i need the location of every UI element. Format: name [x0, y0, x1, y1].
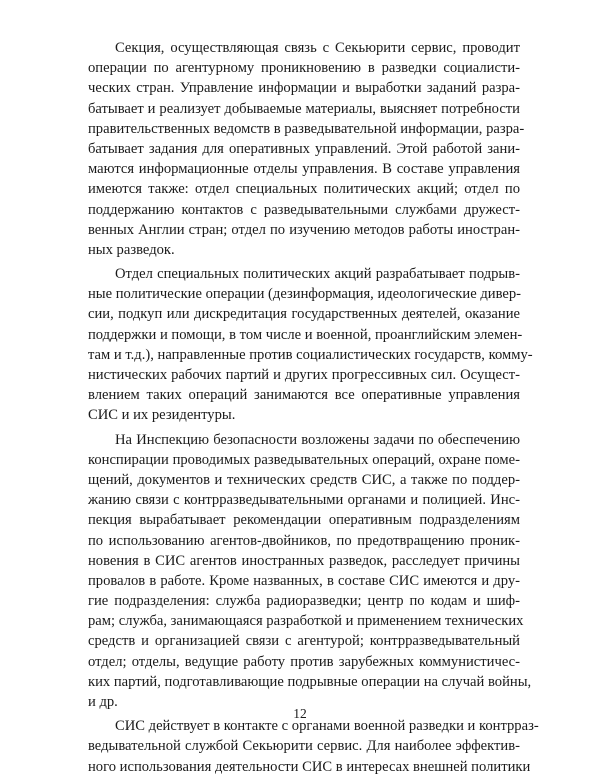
text-line: рам; служба, занимающаяся разработкой и применением технических — [88, 613, 524, 630]
text-line: Секция, осуществляющая связь с Секьюрити сервис, проводит — [115, 40, 520, 56]
text-line: венных Англии стран; отдел по изучению методов работы иностран- — [88, 221, 520, 238]
text-line: нистических рабочих партий и других прогрессивных сил. Осущест- — [88, 367, 520, 383]
text-line: и др. — [88, 694, 118, 710]
text-line: щений, документов и технических средств СИС, а также по поддер- — [88, 471, 520, 488]
text-line: сии, подкуп или дискредитация государственных деятелей, оказание — [88, 306, 520, 323]
text-line: Отдел специальных политических акций разрабатывает подрыв- — [115, 266, 520, 283]
text-line: поддержанию контактов с разведывательными службами дружест- — [88, 201, 520, 218]
text-line: ведывательной службой Секьюрити сервис. Для наиболее эффектив- — [88, 738, 520, 755]
text-line: провалов в работе. Кроме названных, в составе СИС имеются и дру- — [88, 572, 520, 589]
text-line: На Инспекцию безопасности возложены задачи по обеспечению — [115, 431, 520, 448]
text-line: ческих стран. Управление информации и выработки заданий разра- — [88, 80, 520, 97]
paragraph-3 — [88, 430, 532, 713]
text-line: батывает задания для оперативных управлений. Этой работой зани- — [88, 140, 520, 157]
text-line: отдел; отделы, ведущие работу против зарубежных коммунистичес- — [88, 653, 520, 670]
text-line: маются информационные отделы управления. В составе управления — [88, 161, 520, 178]
text-line: поддержки и помощи, в том числе и военной, проанглийским элемен- — [88, 326, 523, 343]
paragraph-1 — [88, 38, 525, 260]
text-line: пекция вырабатывает рекомендации оперативным подразделениям — [88, 512, 520, 529]
text-line: влением таких операций занимаются все оперативные управления — [88, 387, 520, 404]
text-line: батывает и реализует добываемые материалы, выясняет потребности — [88, 100, 520, 117]
text-line: имеются также: отдел специальных политических акций; отдел по — [88, 181, 520, 198]
text-line: операции по агентурному проникновению в разведки социалисти- — [88, 60, 520, 77]
text-line: ного использования деятельности СИС в интересах внешней политики — [88, 758, 531, 775]
paragraph-4 — [88, 716, 539, 777]
text-line: ных разведок. — [88, 241, 175, 258]
text-line: СИС действует в контакте с органами военной разведки и контрраз- — [115, 718, 539, 735]
text-line: жанию связи с контрразведывательными органами и полицией. Инс- — [88, 492, 520, 509]
text-line: новения в СИС агентов иностранных разведок, расследует причины — [88, 552, 520, 569]
text-line: средств и организацией связи с агентурой; контрразведывательный — [88, 633, 520, 650]
paragraph-2 — [88, 264, 533, 426]
text-line: правительственных ведомств в разведывательной информации, разра- — [88, 120, 525, 137]
text-line: по использованию агентов-двойников, по предотвращению проник- — [88, 532, 520, 549]
text-line: там и т.д.), направленные против социалистических государств, комму- — [88, 346, 533, 363]
text-line: СИС и их резидентуры. — [88, 407, 236, 424]
page-number: 12 — [293, 706, 307, 721]
text-line: гие подразделения: служба радиоразведки; центр по кодам и шиф- — [88, 593, 520, 610]
text-line: ные политические операции (дезинформация, идеологические дивер- — [88, 286, 522, 303]
text-line: ких партий, подготавливающие подрывные операции на случай войны, — [88, 673, 532, 690]
text-line: конспирации проводимых разведывательных операций, охране поме- — [88, 451, 520, 468]
